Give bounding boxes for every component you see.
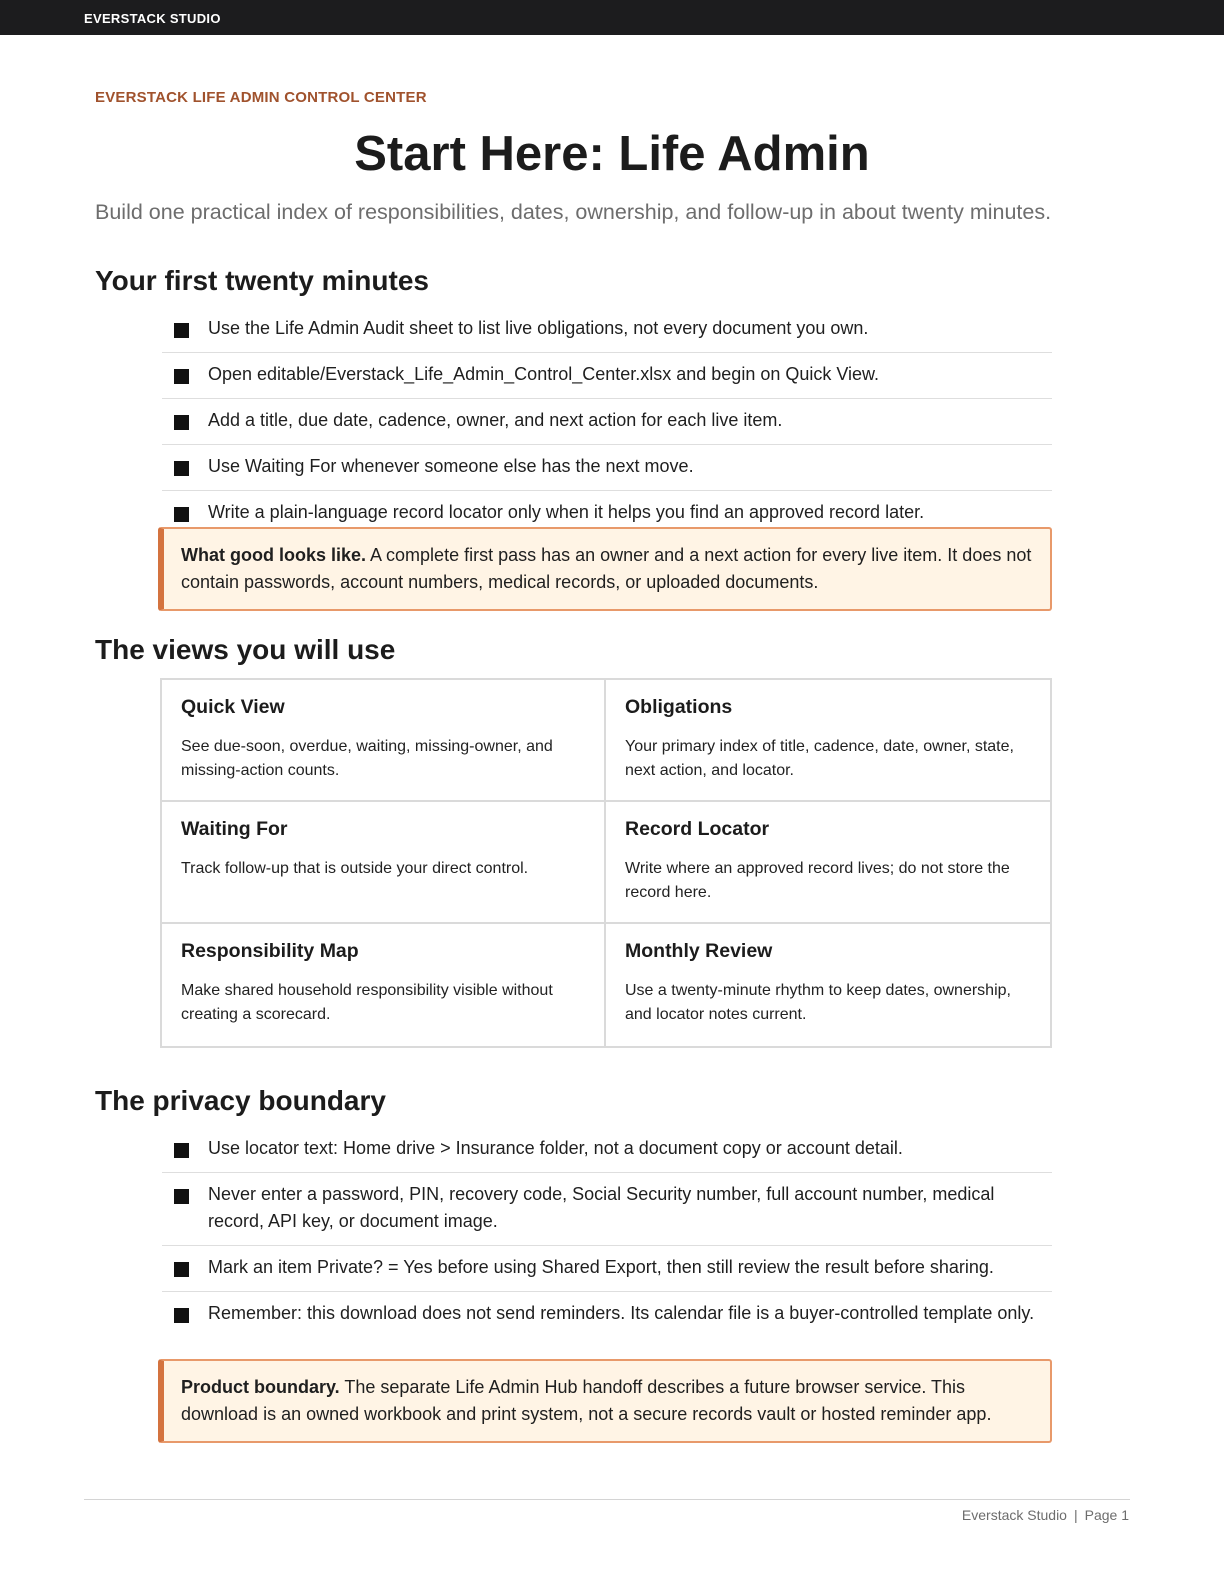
square-bullet-icon — [174, 1143, 189, 1158]
view-card-title: Obligations — [625, 696, 733, 718]
list-item: Never enter a password, PIN, recovery code, Social Security number, full account number, medical record, API key, or document image. — [162, 1173, 1052, 1246]
footer-divider — [84, 1499, 1130, 1500]
section-heading-privacy-boundary: The privacy boundary — [95, 1085, 386, 1116]
list-item: Use locator text: Home drive > Insurance folder, not a document copy or account detail. — [162, 1127, 1052, 1173]
what-good-looks-like-callout — [158, 527, 1052, 611]
section-heading-views: The views you will use — [95, 634, 396, 665]
view-card-obligations — [606, 680, 1050, 802]
section-heading-first-twenty-minutes: Your first twenty minutes — [95, 265, 429, 296]
callout-label: What good looks like. — [181, 545, 367, 565]
callout-label: Product boundary. — [181, 1377, 340, 1397]
page-number: Page 1 — [1084, 1507, 1129, 1523]
page-footer — [962, 1507, 1129, 1523]
list-item: Add a title, due date, cadence, owner, and next action for each live item. — [162, 399, 1052, 445]
view-card-desc: Track follow-up that is outside your direct control. — [181, 860, 529, 877]
page-title: Start Here: Life Admin — [354, 127, 870, 181]
view-card-quick-view — [162, 680, 606, 802]
square-bullet-icon — [174, 1308, 189, 1323]
product-boundary-callout — [158, 1359, 1052, 1443]
view-card-record-locator — [606, 802, 1050, 924]
view-card-desc: Make shared household responsibility visible without creating a scorecard. — [181, 982, 553, 1023]
square-bullet-icon — [174, 323, 189, 338]
view-card-title: Responsibility Map — [181, 940, 359, 962]
view-card-monthly-review — [606, 924, 1050, 1046]
square-bullet-icon — [174, 1189, 189, 1204]
view-card-title: Record Locator — [625, 818, 770, 840]
top-bar — [0, 0, 1224, 35]
footer-studio: Everstack Studio — [961, 1507, 1067, 1523]
privacy-boundary-list — [162, 1127, 1052, 1337]
list-item: Write a plain-language record locator only when it helps you find an approved record later. — [162, 491, 1052, 536]
list-item: Use Waiting For whenever someone else has the next move. — [162, 445, 1052, 491]
view-card-waiting-for — [162, 802, 606, 924]
view-card-title: Waiting For — [181, 818, 288, 840]
callout-text: The separate Life Admin Hub handoff describes a future browser service. This download is an owned workbook and print system, not a secure records vault or hosted reminder app. — [181, 1377, 992, 1424]
view-card-desc: Use a twenty-minute rhythm to keep dates, ownership, and locator notes current. — [625, 982, 1011, 1023]
view-card-desc: See due-soon, overdue, waiting, missing-owner, and missing-action counts. — [181, 738, 553, 779]
brand-name: EVERSTACK STUDIO — [84, 11, 221, 26]
view-card-responsibility-map — [162, 924, 606, 1046]
footer-separator: | — [1073, 1507, 1078, 1523]
page-subtitle: Build one practical index of responsibilities, dates, ownership, and follow-up in about twenty minutes. — [95, 200, 1052, 224]
list-item: Remember: this download does not send reminders. Its calendar file is a buyer-controlled template only. — [162, 1292, 1052, 1337]
square-bullet-icon — [174, 369, 189, 384]
eyebrow-label: EVERSTACK LIFE ADMIN CONTROL CENTER — [95, 89, 427, 106]
list-item: Open editable/Everstack_Life_Admin_Control_Center.xlsx and begin on Quick View. — [162, 353, 1052, 399]
first-twenty-minutes-list — [162, 307, 1052, 536]
square-bullet-icon — [174, 507, 189, 522]
views-grid — [160, 678, 1052, 1048]
list-item: Use the Life Admin Audit sheet to list live obligations, not every document you own. — [162, 307, 1052, 353]
square-bullet-icon — [174, 415, 189, 430]
view-card-title: Quick View — [181, 696, 285, 718]
view-card-desc: Your primary index of title, cadence, date, owner, state, next action, and locator. — [625, 738, 1014, 779]
square-bullet-icon — [174, 1262, 189, 1277]
view-card-title: Monthly Review — [625, 940, 773, 962]
square-bullet-icon — [174, 461, 189, 476]
view-card-desc: Write where an approved record lives; do not store the record here. — [625, 860, 1010, 901]
callout-text: A complete first pass has an owner and a next action for every live item. It does not contain passwords, account numbers, medical records, or uploaded documents. — [181, 545, 1032, 592]
list-item: Mark an item Private? = Yes before using Shared Export, then still review the result before sharing. — [162, 1246, 1052, 1292]
